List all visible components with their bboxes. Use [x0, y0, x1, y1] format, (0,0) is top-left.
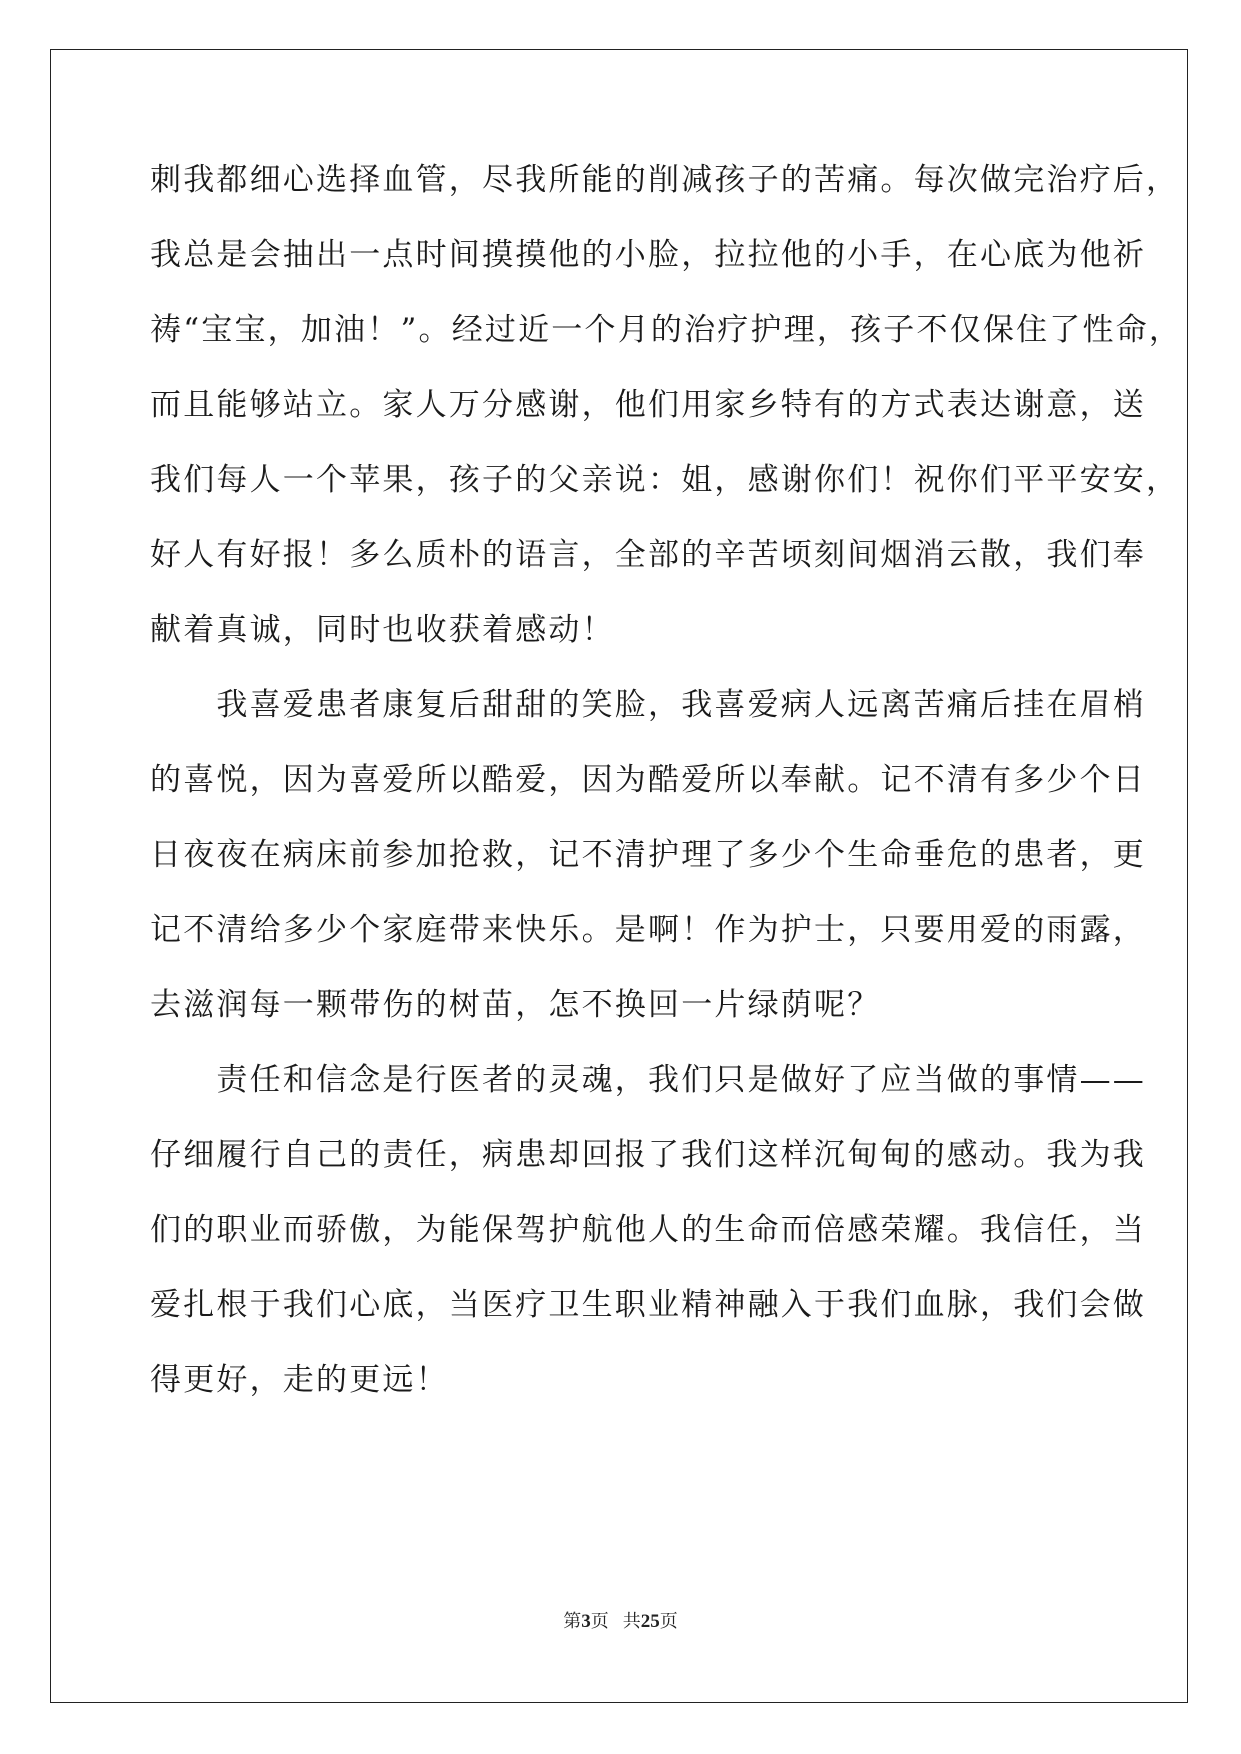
page-suffix: 页 — [590, 1611, 609, 1632]
text-line: 记不清给多少个家庭带来快乐。是啊！作为护士，只要用爱的雨露， — [150, 912, 1146, 948]
page-border — [50, 49, 1188, 1703]
text-line: 爱扎根于我们心底，当医疗卫生职业精神融入于我们血脉，我们会做 — [150, 1287, 1146, 1323]
text-line: 我们每人一个苹果，孩子的父亲说：姐，感谢你们！祝你们平平安安， — [150, 462, 1180, 498]
text-line: 去滋润每一颗带伤的树苗，怎不换回一片绿荫呢？ — [150, 987, 881, 1023]
paragraph-start-line: 责任和信念是行医者的灵魂，我们只是做好了应当做的事情—— — [150, 1062, 1146, 1098]
text-line: 好人有好报！多么质朴的语言，全部的辛苦顷刻间烟消云散，我们奉 — [150, 537, 1146, 573]
total-pages: 25 — [640, 1611, 660, 1632]
text-line: 献着真诚，同时也收获着感动！ — [150, 612, 615, 648]
paragraph-start-line: 我喜爱患者康复后甜甜的笑脸，我喜爱病人远离苦痛后挂在眉梢 — [150, 687, 1146, 723]
text-line: 而且能够站立。家人万分感谢，他们用家乡特有的方式表达谢意，送 — [150, 387, 1146, 423]
text-line: 仔细履行自己的责任，病患却回报了我们这样沉甸甸的感动。我为我 — [150, 1137, 1146, 1173]
page-footer — [0, 1610, 1241, 1634]
total-suffix: 页 — [659, 1611, 678, 1632]
page-number: 3 — [581, 1611, 591, 1632]
text-line: 日夜夜在病床前参加抢救，记不清护理了多少个生命垂危的患者，更 — [150, 837, 1146, 873]
text-line: 我总是会抽出一点时间摸摸他的小脸，拉拉他的小手，在心底为他祈 — [150, 237, 1146, 273]
text-line: 祷“宝宝，加油！”。经过近一个月的治疗护理，孩子不仅保住了性命， — [150, 312, 1183, 348]
text-line: 刺我都细心选择血管，尽我所能的削减孩子的苦痛。每次做完治疗后， — [150, 162, 1180, 198]
text-line: 得更好，走的更远！ — [150, 1362, 449, 1398]
total-prefix: 共 — [622, 1611, 641, 1632]
text-line: 们的职业而骄傲，为能保驾护航他人的生命而倍感荣耀。我信任，当 — [150, 1212, 1146, 1248]
page-prefix: 第 — [563, 1611, 582, 1632]
text-line: 的喜悦，因为喜爱所以酷爱，因为酷爱所以奉献。记不清有多少个日 — [150, 762, 1146, 798]
